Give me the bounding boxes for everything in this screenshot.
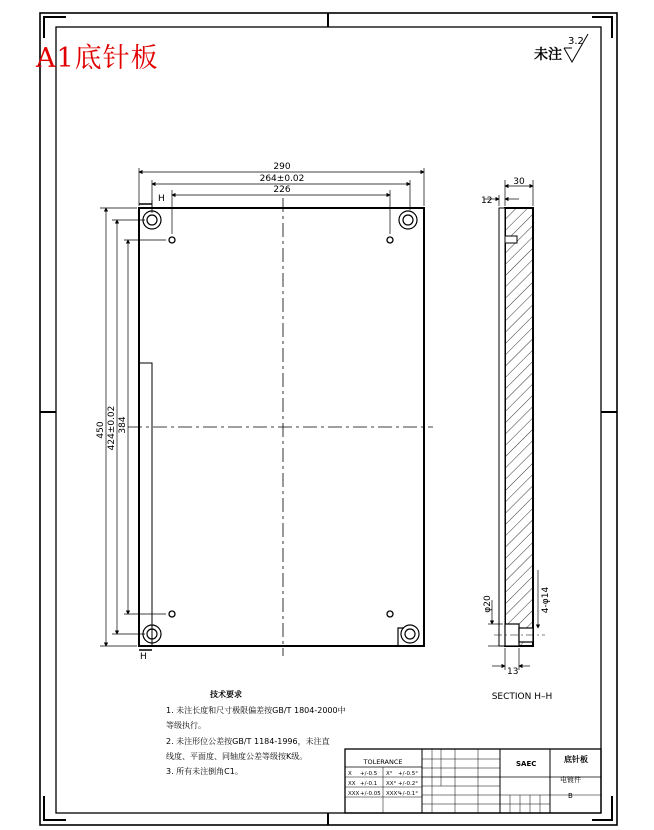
sheet-size: B — [568, 792, 573, 800]
material: 电镀件 — [560, 776, 581, 784]
tech-req-heading: 技术要求 — [210, 690, 242, 699]
section-mark-bottom: H — [140, 652, 147, 662]
part-title: A1底针板 — [36, 43, 159, 74]
tolerance-cell: X — [348, 771, 352, 777]
tolerance-cell: +/-0.1 — [360, 781, 378, 787]
roughness-value: 3.2 — [568, 36, 584, 47]
front-view — [128, 198, 433, 656]
dim-width-inner: 226 — [273, 185, 291, 195]
tolerance-cell: XXX° — [386, 791, 401, 797]
roughness-symbol — [564, 34, 588, 62]
tech-req-line: 2. 未注形位公差按GB/T 1184-1996，未注直 — [166, 737, 330, 746]
pin-hole — [169, 237, 175, 243]
tolerance-cell: +/-0.2° — [398, 781, 418, 787]
tolerance-cell: +/-0.05 — [360, 791, 381, 797]
company-name: SAEC — [516, 760, 537, 768]
tolerance-cell: XX — [348, 781, 356, 787]
tolerance-cell: XX° — [386, 781, 397, 787]
dim-height-inner: 384 — [118, 416, 128, 434]
tolerance-cell: +/-0.1° — [398, 791, 418, 797]
dim-counterbore: 4-φ14 — [541, 586, 551, 614]
dim-thickness: 30 — [513, 177, 525, 187]
finish-note: 未注 — [534, 47, 562, 63]
section-view — [494, 208, 545, 646]
tolerance-cell: XXX — [348, 791, 360, 797]
tolerance-header: TOLERANCE — [363, 758, 403, 766]
tolerance-cell: +/-0.5 — [360, 771, 378, 777]
tech-req-line: 3. 所有未注倒角C1。 — [166, 767, 243, 776]
dim-width-total: 290 — [273, 162, 291, 172]
tolerance-cell: +/-0.5° — [398, 771, 418, 777]
tech-req-line: 等级执行。 — [166, 721, 206, 730]
tech-req-line: 线度、平面度、同轴度公差等级按K级。 — [166, 752, 308, 761]
corner-hole-br — [398, 625, 419, 646]
tech-req-line: 1. 未注长度和尺寸极限偏差按GB/T 1804-2000中 — [166, 706, 346, 715]
tech-requirements — [166, 689, 346, 776]
dim-height-total: 450 — [96, 421, 106, 439]
dim-depth: 13 — [507, 667, 519, 677]
part-name: 底针板 — [564, 755, 588, 764]
pin-hole — [387, 237, 393, 243]
pin-hole — [387, 611, 393, 617]
tolerance-cell: X° — [386, 771, 393, 777]
dim-offset: 12 — [481, 196, 493, 206]
section-label: SECTION H–H — [491, 692, 553, 702]
corner-hole-tl — [143, 211, 161, 229]
dim-phi20: φ20 — [483, 595, 493, 613]
dim-width-holes: 264±0.02 — [259, 174, 305, 184]
dim-height-holes: 424±0.02 — [107, 405, 117, 451]
section-mark-top: H — [158, 194, 165, 204]
corner-hole-tr — [399, 211, 417, 229]
pin-hole — [169, 611, 175, 617]
